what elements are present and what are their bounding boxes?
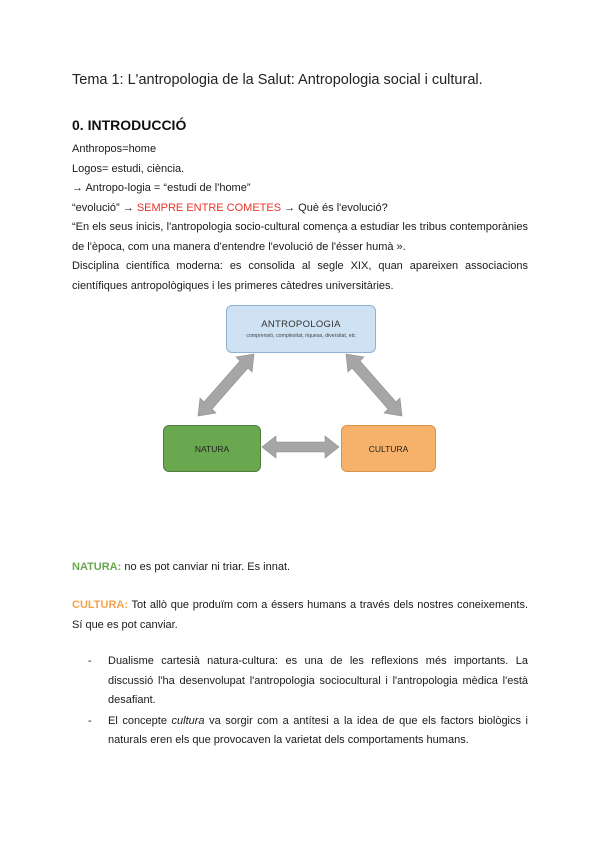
bullet-text: va sorgir com a antítesi a la idea de que els factors biològics i naturals eren els que provocaven la varietat dels comportaments humans. <box>108 714 528 746</box>
antropologia-box <box>226 305 376 353</box>
bullet-emphasis: cultura <box>171 714 205 727</box>
antropologia-label: ANTROPOLOGIA <box>261 319 341 330</box>
bullet-text: Dualisme cartesià natura-cultura: es una de les reflexions més importants. La discussió l'ha desenvolupat l'antropologia sociocultural i l'antropologia mèdica l'està desafiant. <box>108 655 528 706</box>
list-item <box>88 712 528 751</box>
list-item <box>88 652 528 711</box>
cultura-definition <box>72 596 528 635</box>
arrow-natura-cultura <box>262 436 339 458</box>
intro-line-anthropos: Anthropos=home <box>72 143 157 155</box>
natura-box-label: NATURA <box>194 443 230 454</box>
evolucio-suffix: → Què és l'evolució? <box>284 201 388 214</box>
section-heading: 0. INTRODUCCIÓ <box>72 117 187 133</box>
intro-line-evolucio <box>72 199 528 219</box>
evolucio-prefix: “evolució” → <box>72 201 134 214</box>
arrow-antropologia-natura <box>198 354 254 416</box>
antropologia-sublabel: comprensió, complexitat, riquesa, diversitat, etc <box>246 333 356 339</box>
bullet-dash: - <box>88 655 92 667</box>
natura-definition <box>72 558 528 578</box>
cultura-box-label: CULTURA <box>368 443 409 454</box>
intro-text <box>72 140 528 296</box>
intro-line-logos: Logos= estudi, ciència. <box>72 162 185 175</box>
intro-paragraph-2: Disciplina científica moderna: es consolida al segle XIX, quan apareixen associacions científiques antropològiques i les primeres càtedres universitàries. <box>72 260 528 292</box>
cultura-text: Tot allò que produïm com a éssers humans a través dels nostres coneixements. Sí que es pot canviar. <box>72 599 529 631</box>
bullet-prefix: El concepte <box>108 714 167 727</box>
evolucio-note: SEMPRE ENTRE COMETES <box>136 201 282 214</box>
bullet-dash: - <box>88 714 92 727</box>
natura-term: NATURA: <box>72 561 122 573</box>
natura-box <box>163 425 261 472</box>
page-title: Tema 1: L'antropologia de la Salut: Antropologia social i cultural. <box>72 72 483 88</box>
intro-paragraph-1: “En els seus inicis, l'antropologia socio-cultural comença a estudiar les tribus contemporànies de l'època, com una manera d'entendre l'evolució de l'ésser humà ». <box>72 221 528 253</box>
natura-text: no es pot canviar ni triar. Es innat. <box>124 561 291 573</box>
bullet-list <box>88 652 528 751</box>
cultura-term: CULTURA: <box>72 599 129 611</box>
intro-line-antropologia: → Antropo-logia = “estudi de l'home” <box>72 182 251 194</box>
cultura-box <box>341 425 436 472</box>
arrow-antropologia-cultura <box>346 354 402 416</box>
